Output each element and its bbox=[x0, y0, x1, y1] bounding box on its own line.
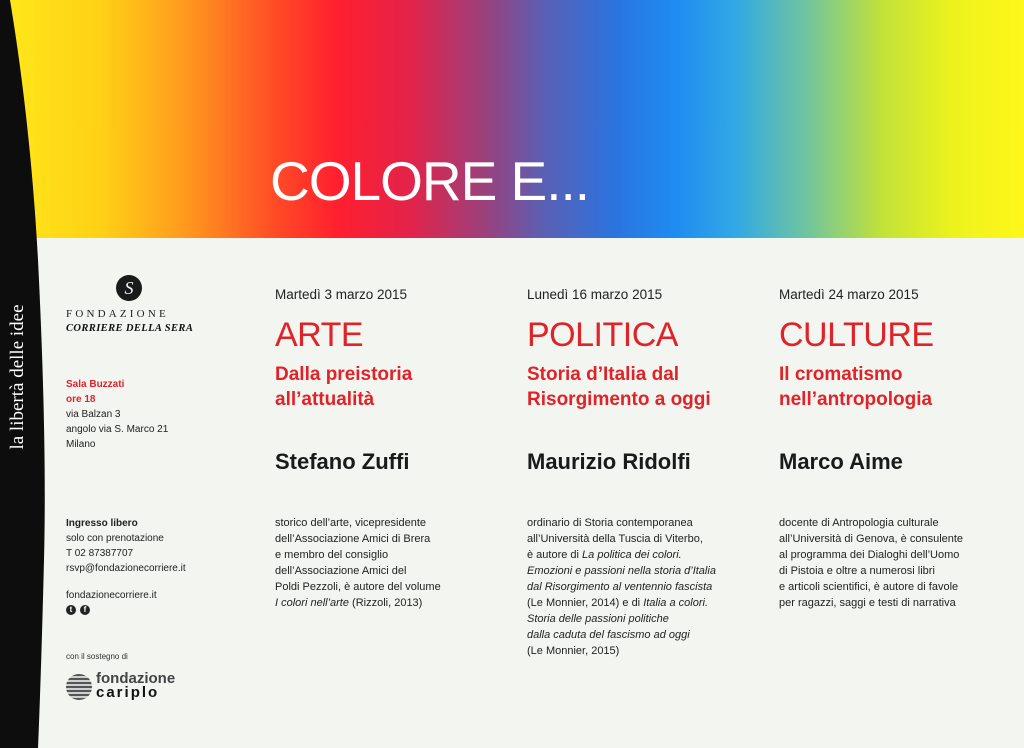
social-links bbox=[66, 605, 186, 615]
phone: T 02 87387707 bbox=[66, 548, 134, 559]
event-speaker: Marco Aime bbox=[779, 449, 903, 474]
venue-address2: angolo via S. Marco 21 bbox=[66, 424, 169, 435]
event-subtitle bbox=[275, 362, 510, 412]
twitter-icon[interactable]: t bbox=[66, 605, 76, 615]
cariplo-mark-icon bbox=[66, 674, 92, 700]
logo-mark-icon: S bbox=[116, 275, 142, 301]
bio-line: dell’Associazione Amici del bbox=[275, 565, 407, 577]
bio-line: di Pistoia e oltre a numerosi libri bbox=[779, 565, 935, 577]
logo-line2: CORRIERE DELLA SERA bbox=[66, 323, 194, 334]
event-speaker: Stefano Zuffi bbox=[275, 449, 410, 474]
event-date: Martedì 3 marzo 2015 bbox=[275, 287, 408, 302]
bio-line: al programma dei Dialoghi dell’Uomo bbox=[779, 549, 960, 561]
bio-line: (Le Monnier, 2015) bbox=[527, 645, 620, 657]
event-subtitle-line: Risorgimento a oggi bbox=[527, 389, 711, 410]
bio-text: è autore di bbox=[527, 549, 583, 561]
bio-line: per ragazzi, saggi e testi di narrativa bbox=[779, 597, 956, 609]
bio-line bbox=[527, 547, 762, 563]
event-subtitle bbox=[527, 362, 762, 412]
cariplo-name1: fondazione bbox=[96, 670, 176, 687]
event-column bbox=[779, 287, 1014, 609]
logo-line1: FONDAZIONE bbox=[66, 308, 169, 320]
color-banner bbox=[0, 0, 1024, 238]
entry-label: Ingresso libero bbox=[66, 518, 138, 529]
bio-line bbox=[275, 595, 510, 611]
event-subtitle-line: Storia d’Italia dal bbox=[527, 364, 680, 385]
bio-line: dell’Associazione Amici di Brera bbox=[275, 533, 431, 545]
contact-info bbox=[66, 516, 186, 615]
event-date: Lunedì 16 marzo 2015 bbox=[527, 287, 663, 302]
book-title: Emozioni e passioni nella storia d’Italia bbox=[527, 565, 716, 577]
side-strip bbox=[0, 0, 56, 748]
bio-line: storico dell’arte, vicepresidente bbox=[275, 517, 427, 529]
bio-line: e membro del consiglio bbox=[275, 549, 389, 561]
bio-line bbox=[527, 579, 762, 595]
bio-line: e articoli scientifici, è autore di favole bbox=[779, 581, 959, 593]
bio-text: (Le Monnier, 2014) e di bbox=[527, 597, 644, 609]
sponsor-label: con il sostegno di bbox=[66, 652, 128, 661]
bio-line bbox=[527, 595, 762, 611]
booking-note: solo con prenotazione bbox=[66, 533, 164, 544]
bio-line bbox=[527, 611, 762, 627]
event-date: Martedì 24 marzo 2015 bbox=[779, 287, 919, 302]
cariplo-name2: cariplo bbox=[96, 684, 160, 701]
bio-line bbox=[527, 627, 762, 643]
bio-line bbox=[527, 563, 762, 579]
event-topic: CULTURE bbox=[779, 316, 934, 354]
event-bio bbox=[779, 515, 1014, 611]
book-title: dal Risorgimento al ventennio fascista bbox=[527, 581, 713, 593]
event-subtitle-line: Dalla preistoria bbox=[275, 364, 413, 385]
bio-line: ordinario di Storia contemporanea bbox=[527, 517, 693, 529]
book-title: La politica dei colori. bbox=[582, 549, 682, 561]
venue-hall: Sala Buzzati bbox=[66, 379, 125, 390]
website-link[interactable]: fondazionecorriere.it bbox=[66, 590, 157, 601]
email-link[interactable]: rsvp@fondazionecorriere.it bbox=[66, 563, 186, 574]
bio-line: all’Università della Tuscia di Viterbo, bbox=[527, 533, 703, 545]
bio-line: docente di Antropologia culturale bbox=[779, 517, 939, 529]
event-bio bbox=[527, 515, 762, 659]
event-topic: ARTE bbox=[275, 316, 364, 354]
event-column bbox=[527, 287, 762, 657]
bio-line: Poldi Pezzoli, è autore del volume bbox=[275, 581, 441, 593]
cariplo-logo bbox=[66, 670, 186, 704]
bio-line: all’Università di Genova, è consulente bbox=[779, 533, 964, 545]
banner-title: COLORE E... bbox=[270, 150, 590, 212]
book-title: Storia delle passioni politiche bbox=[527, 613, 669, 625]
event-bio bbox=[275, 515, 510, 611]
event-speaker: Maurizio Ridolfi bbox=[527, 449, 691, 474]
event-subtitle-line: Il cromatismo bbox=[779, 364, 903, 385]
side-tagline: la libertà delle idee bbox=[7, 304, 28, 450]
event-subtitle-line: all’attualità bbox=[275, 389, 375, 410]
venue-time: ore 18 bbox=[66, 394, 96, 405]
facebook-icon[interactable]: f bbox=[80, 605, 90, 615]
venue-address1: via Balzan 3 bbox=[66, 409, 121, 420]
bio-text: (Rizzoli, 2013) bbox=[348, 597, 423, 609]
event-topic: POLITICA bbox=[527, 316, 678, 354]
book-title: Italia a colori. bbox=[643, 597, 708, 609]
book-title: dalla caduta del fascismo ad oggi bbox=[527, 629, 690, 641]
book-title: I colori nell’arte bbox=[275, 597, 349, 609]
event-column bbox=[275, 287, 510, 609]
event-subtitle-line: nell’antropologia bbox=[779, 389, 933, 410]
venue-info bbox=[66, 377, 168, 452]
venue-city: Milano bbox=[66, 439, 96, 450]
event-subtitle bbox=[779, 362, 1014, 412]
